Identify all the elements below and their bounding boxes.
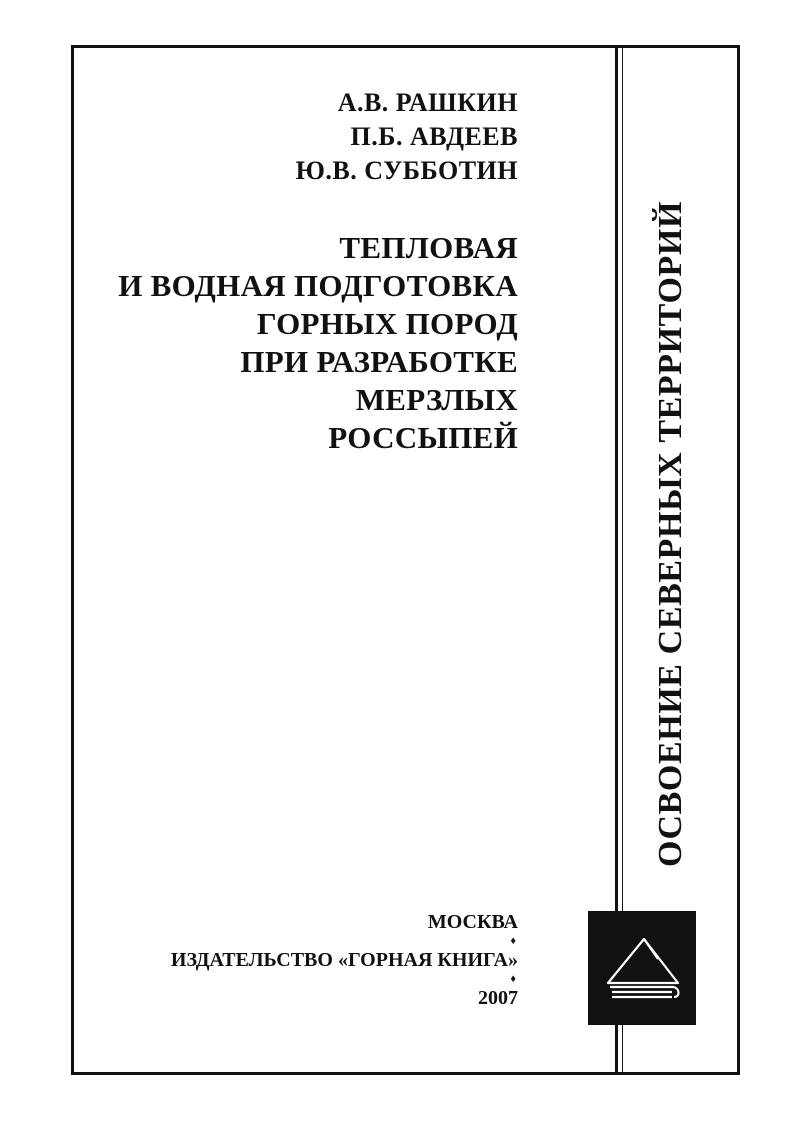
author-name: П.Б. АВДЕЕВ (350, 122, 518, 151)
title-line: ПРИ РАЗРАБОТКЕ (240, 344, 518, 379)
publisher-name: ИЗДАТЕЛЬСТВО «ГОРНАЯ КНИГА» (170, 949, 518, 971)
title-line: ТЕПЛОВАЯ (339, 230, 518, 265)
publication-year: 2007 (478, 987, 518, 1009)
diamond-separator-icon: ♦ (510, 973, 516, 985)
title-page-frame (71, 45, 740, 1075)
author-name: А.В. РАШКИН (337, 88, 518, 117)
book-title (118, 229, 518, 457)
title-line: И ВОДНАЯ ПОДГОТОВКА (118, 268, 518, 303)
authors-block (296, 86, 518, 188)
title-line: МЕРЗЛЫХ (355, 382, 518, 417)
publisher-logo-icon (588, 911, 696, 1025)
author-name: Ю.В. СУББОТИН (295, 156, 518, 185)
title-line: РОССЫПЕЙ (328, 420, 518, 455)
series-title: ОСВОЕНИЕ СЕВЕРНЫХ ТЕРРИТОРИЙ (652, 200, 689, 867)
diamond-separator-icon: ♦ (510, 935, 516, 947)
title-line: ГОРНЫХ ПОРОД (256, 306, 518, 341)
publisher-city: МОСКВА (427, 911, 518, 933)
imprint-block (171, 910, 518, 1010)
